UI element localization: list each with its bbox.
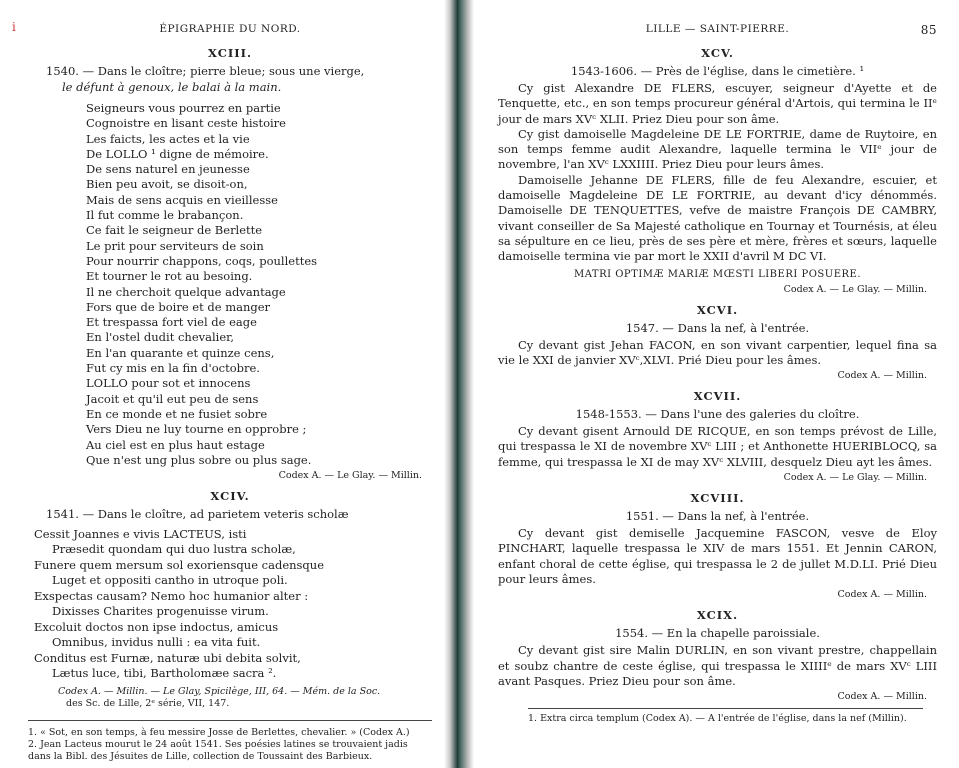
entry-number-xcviii: XCVIII. (690, 491, 745, 506)
epitaph-paragraph: Cy devant gisent Arnould DE RICQUE, en son temps prévost de Lille, qui trespassa le XI de novembre XVᶜ LIII ; et Anthonette HUERIBLOCQ, sa femme, qui trespassa le XI de may XVᶜ XLVIII, desquelz Dieu ayt les âmes. (498, 424, 937, 469)
latin-line: Luget et oppositi cantho in utroque poli. (52, 573, 288, 588)
verse-line: Bien peu avoit, se disoit-on, (86, 177, 248, 192)
source-citation: Codex A. — Le Glay. — Millin. (278, 470, 422, 482)
epitaph-paragraph: Cy devant gist demiselle Jacquemine FASCON, vesve de Eloy PINCHART, laquelle trespassa le XIV de mars 1551. Et Jennin CARON, enfant choral de cette église, qui trespassa le 2 de jullet M.D.LI. Prié Dieu pour leurs âmes. (498, 526, 937, 586)
verse-line: Mais de sens acquis en vieillesse (86, 192, 278, 207)
right-page (472, 0, 959, 768)
latin-line: Dixisses Charites progenuisse virum. (52, 604, 269, 619)
running-title: LILLE — SAINT-PIERRE. (645, 23, 790, 35)
source-line: des Sc. de Lille, 2ᵉ série, VII, 147. (66, 697, 230, 709)
verse-line: Au ciel est en plus haut estage (86, 437, 265, 452)
verse-line: Vers Dieu ne luy tourne en opprobre ; (86, 422, 307, 437)
epitaph-paragraph: Cy devant gist Jehan FACON, en son vivant carpentier, lequel fina sa vie le XXI de janvier XVᶜ,XLVI. Prié Dieu pour les âmes. (498, 337, 937, 367)
entry-number-xcvi: XCVI. (696, 302, 739, 317)
entry-heading (28, 507, 432, 523)
latin-epitaph (34, 527, 432, 682)
verse-line: Ce fait le seigneur de Berlette (86, 223, 263, 238)
verse-line: En l'ostel dudit chevalier, (86, 330, 235, 345)
entry-heading: 1547. — Dans la nef, à l'entrée. (625, 320, 810, 335)
verse-line: Que n'est ung plus sobre ou plus sage. (86, 452, 312, 467)
verse-line: Les faicts, les actes et la vie (86, 131, 250, 146)
verse-line: Et tourner le rot au besoing. (86, 269, 253, 284)
running-title: ÉPIGRAPHIE DU NORD. (159, 23, 301, 35)
source-citation (58, 686, 432, 710)
epitaph-paragraph: Cy gist damoiselle Magdeleine DE LE FORTRIE, dame de Ruytoire, en son temps femme audit Alexandre, laquelle termina le VIIᵉ jour de novembre, l'an XVᶜ LXXIIII. Priez Dieu pour leurs âmes. (498, 126, 937, 172)
entry-number-xcvii: XCVII. (693, 389, 742, 404)
left-page (0, 0, 448, 768)
latin-line: Exspectas causam? Nemo hoc humanior alter : (34, 588, 309, 603)
entry-heading-line: 1541. — Dans le cloître, ad parietem veteris scholæ (46, 507, 349, 522)
source-line: Codex A. — Millin. — Le Glay, Spicilège, III, 64. — Mém. de la Soc. (58, 685, 381, 697)
latin-line: Conditus est Furnæ, naturæ ubi debita solvit, (34, 650, 301, 665)
footnote-divider (28, 720, 432, 721)
verse-line: En ce monde et ne fusiet sobre (86, 406, 268, 421)
entry-number-xciv: XCIV. (210, 489, 250, 504)
page-mark: i (12, 20, 17, 34)
entry-heading: 1543-1606. — Près de l'église, dans le cimetière. ¹ (570, 64, 865, 78)
footnote: 1. « Sot, en son temps, à feu messire Josse de Berlettes, chevalier. » (Codex A.) (28, 726, 410, 738)
footnote: 2. Jean Lacteus mourut le 24 août 1541. Ses poésies latines se trouvaient jadis (28, 738, 408, 750)
latin-line: Omnibus, invidus nulli : ea vita fuit. (52, 635, 261, 650)
dedication-line: MATRI OPTIMÆ MARIÆ MŒSTI LIBERI POSUERE. (573, 268, 862, 280)
entry-number-xcix: XCIX. (696, 608, 739, 623)
page-number: 85 (920, 23, 937, 37)
footnote: dans la Bibl. des Jésuites de Lille, collection de Toussaint des Barbieux. (28, 750, 373, 762)
source-citation: Codex A. — Le Glay. — Millin. (783, 283, 927, 295)
verse-line: En l'an quarante et quinze cens, (86, 345, 275, 360)
entry-heading: 1551. — Dans la nef, à l'entrée. (625, 509, 810, 524)
verse-line: De sens naturel en jeunesse (86, 162, 250, 177)
verse-block (86, 101, 432, 468)
entry-subheading: le défunt à genoux, le balai à la main. (62, 79, 282, 94)
source-citation: Codex A. — Le Glay. — Millin. (783, 472, 927, 484)
footnote: 1. Extra circa templum (Codex A). — A l'entrée de l'église, dans la nef (Millin). (528, 713, 907, 725)
source-citation: Codex A. — Millin. (837, 589, 927, 601)
entry-heading-line: 1540. — Dans le cloître; pierre bleue; sous une vierge, (46, 64, 365, 78)
source-citation: Codex A. — Millin. (837, 691, 927, 703)
epitaph-paragraph: Cy devant gist sire Malin DURLIN, en son vivant prestre, chappellain et soubz chantre de ceste église, qui trespassa le XIIIIᵉ de mars XVᶜ LIII avant Pasques. Priez Dieu pour son âme. (498, 643, 937, 688)
entry-heading: 1554. — En la chapelle paroissiale. (615, 626, 820, 641)
verse-line: Pour nourrir chappons, coqs, poullettes (86, 253, 318, 268)
verse-line: Seigneurs vous pourrez en partie (86, 101, 281, 115)
verse-line: Il fut comme le brabançon. (86, 208, 244, 223)
right-header (498, 20, 937, 38)
latin-line: Funere quem mersum sol exoriensque cadensque (34, 557, 325, 572)
latin-line: Lætus luce, tibi, Bartholomæe sacra ². (52, 666, 277, 681)
epitaph-paragraph: Cy gist Alexandre DE FLERS, escuyer, seigneur d'Ayette et de Tenquette, etc., en son temps procureur général d'Artois, qui termina le IIᵉ jour de mars XVᶜ XLII. Priez Dieu pour son âme. (498, 81, 937, 126)
entry-number-xcv: XCV. (701, 46, 734, 60)
latin-line: Cessit Joannes e vivis LACTEUS, isti (34, 526, 247, 541)
book-gutter (444, 0, 474, 768)
source-citation: Codex A. — Millin. (837, 370, 927, 382)
verse-line: Cognoistre en lisant ceste histoire (86, 116, 286, 131)
verse-line: Le prit pour serviteurs de soin (86, 238, 264, 253)
epitaph-paragraph: Damoiselle Jehanne DE FLERS, fille de feu Alexandre, escuier, et damoiselle Magdeleine DE LE FORTRIE, au devant d'icy dénommés. Damoiselle DE TENQUETTES, vefve de maistre François DE CAMBRY, vivant conseiller de Sa Majesté catholique en Tournay et Tournésis, at éleu sa sépulture en ce lieu, près de ses père et mère, frères et sœurs, laquelle damoiselle termina vie par mort le XXII d'avril M DC VI. (498, 172, 937, 264)
verse-line: Fut cy mis en la fin d'octobre. (86, 361, 260, 376)
entry-heading (28, 64, 432, 80)
entry-number-xciii: XCIII. (207, 46, 252, 60)
verse-line: Jacoit et qu'il eut peu de sens (86, 391, 259, 406)
verse-line: De LOLLO ¹ digne de mémoire. (86, 146, 269, 161)
entry-heading: 1548-1553. — Dans l'une des galeries du cloître. (575, 407, 860, 422)
left-header (12, 20, 432, 38)
verse-line: Fors que de boire et de manger (86, 299, 271, 314)
verse-line: Il ne cherchoit quelque advantage (86, 284, 286, 299)
latin-line: Excoluit doctos non ipse indoctus, amicus (34, 619, 279, 634)
verse-line: LOLLO pour sot et innocens (86, 376, 251, 391)
latin-line: Præsedit quondam qui duo lustra scholæ, (52, 542, 296, 557)
verse-line: Et trespassa fort viel de eage (86, 315, 257, 330)
footnote-divider (528, 708, 923, 709)
